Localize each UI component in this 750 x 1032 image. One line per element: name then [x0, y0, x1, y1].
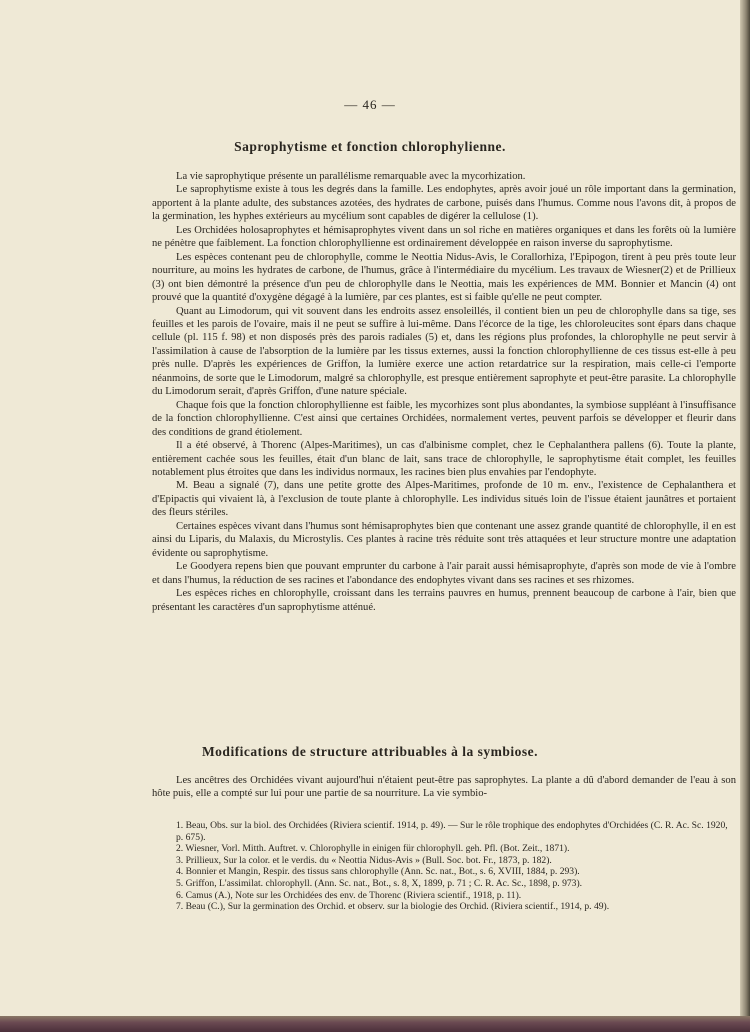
paragraph: Les ancêtres des Orchidées vivant aujourd'hui n'étaient peut-être pas saprophytes. La plante a dû d'abord demander de l'eau à son hôte puis, elle a compté sur lui pour une partie de sa nourriture. La vie symbio- [152, 775, 736, 800]
paragraph: Il a été observé, à Thorenc (Alpes-Maritimes), un cas d'albinisme complet, chez le Cephalanthera pallens (6). Toute la plante, entièrement cachée sous les feuilles, était d'un blanc de lait, sans trace de chlorophylle, le saprophytisme était complet, les feuilles notablement plus étroites que dans les individus normaux, les racines bien plus envahies par l'endophyte. [152, 440, 736, 478]
footnote: 6. Camus (A.), Note sur les Orchidées des env. de Thorenc (Riviera scientif., 1918, p. 11). [176, 889, 522, 901]
paragraph: La vie saprophytique présente un parallélisme remarquable avec la mycorhization. [176, 171, 526, 182]
paragraph: M. Beau a signalé (7), dans une petite grotte des Alpes-Maritimes, profonde de 10 m. env., l'existence de Cephalanthera et d'Epipactis qui vivaient là, à l'exclusion de toute plante à chlorophylle. Les individus situés loin de l'issue étaient jaunâtres et portaient des fleurs stériles. [152, 480, 736, 519]
page-number: — 46 — [344, 97, 396, 112]
footnote: 5. Griffon, L'assimilat. chlorophyll. (Ann. Sc. nat., Bot., s. 8, X, 1899, p. 71 ; C. R. Ac. Sc., 1898, p. 973). [176, 877, 583, 889]
paragraph: Les espèces contenant peu de chlorophylle, comme le Neottia Nidus-Avis, le Corallorhiza, l'Epipogon, tirent à peu près toute leur nourriture, au moins les hydrates de carbone, de l'humus, grâce à l'intermédiaire du mycélium. Les travaux de Wiesner(2) et de Prillieux (3) ont bien démontré la présence d'un peu de chlorophylle dans le Neottia, mais les expériences de MM. Bonnier et Mancin (4) ont prouvé que la quantité d'oxygène dégagé à la lumière, par ces plantes, est si faible qu'elle ne peut compter. [152, 251, 736, 304]
paragraph: Les Orchidées holosaprophytes et hémisaprophytes vivent dans un sol riche en matières organiques et dans les forêts où la lumière ne pénètre que faiblement. La fonction chlorophyllienne est ordinairement développée en raison inverse du saprophytisme. [152, 224, 736, 250]
footnote: 4. Bonnier et Mangin, Respir. des tissus sans chlorophylle (Ann. Sc. nat., Bot., s. 6, XVIII, 1884, p. 293). [176, 866, 580, 878]
paragraph: Certaines espèces vivant dans l'humus sont hémisaprophytes bien que contenant une assez grande quantité de chlorophylle, il en est ainsi du Liparis, du Malaxis, du Microstylis. Ces plantes à racine très réduite sont très attaquées et leur structure montre une adaptation évidente ou saprophytisme. [152, 520, 736, 559]
footnote: 1. Beau, Obs. sur la biol. des Orchidées (Riviera scientif. 1914, p. 49). — Sur le rôle trophique des endophytes d'Orchidées (C. R. Ac. Sc. 1920, p. 675). [176, 820, 728, 843]
section-title-saprophytisme: Saprophytisme et fonction chlorophylienne. [234, 139, 506, 154]
section-body-modifications [152, 774, 736, 801]
section-title-modifications: Modifications de structure attribuables à la symbiose. [201, 744, 539, 759]
footnotes [152, 820, 736, 913]
section-body-saprophytisme [152, 170, 736, 614]
paragraph: Chaque fois que la fonction chlorophyllienne est faible, les mycorhizes sont plus abondantes, la symbiose suppléant à l'insuffisance de la fonction chlorophyllienne. C'est ainsi que certaines Orchidées, normalement vertes, peuvent parfois se développer et fleurir dans des conditions de grand étiolement. [152, 399, 736, 438]
footnote: 7. Beau (C.), Sur la germination des Orchid. et observ. sur la biologie des Orchid. (Riviera scientif., 1914, p. 49). [176, 901, 610, 913]
paragraph: Le Goodyera repens bien que pouvant emprunter du carbone à l'air parait aussi hémisaprophyte, d'après son mode de vie à l'ombre et dans l'humus, la réduction de ses racines et l'abondance des endophytes vivant dans ses racines et ses rhizomes. [152, 561, 736, 586]
book-edge-right [740, 0, 750, 1032]
footnote: 2. Wiesner, Vorl. Mitth. Auftret. v. Chlorophylle in einigen für chlorophyll. geh. Pfl. (Bot. Zeit., 1871). [176, 843, 570, 855]
footnote: 3. Prillieux, Sur la color. et le verdis. du « Neottia Nidus-Avis » (Bull. Soc. bot. Fr., 1873, p. 182). [176, 854, 552, 866]
paragraph: Le saprophytisme existe à tous les degrés dans la famille. Les endophytes, après avoir joué un rôle important dans la germination, apportent à la plante adulte, des substances azotées, des hydrates de carbone, puisés dans l'humus. Comme nous l'avons dit, à propos de la germination, les hyphes extérieurs au mycélium sont capables de digérer la cellulose (1). [152, 184, 736, 223]
paragraph: Les espèces riches en chlorophylle, croissant dans les terrains pauvres en humus, prennent beaucoup de carbone à l'air, bien que présentant les caractères d'un saprophytisme atténué. [152, 588, 736, 613]
paragraph: Quant au Limodorum, qui vit souvent dans les endroits assez ensoleillés, il contient bien un peu de chlorophylle dans sa tige, ses feuilles et les parois de l'ovaire, mais il ne peut se suffire à lui-même. Dans l'écorce de la tige, les chloroleucites sont épars dans chaque cellule (pl. 115 f. 98) et non disposés près des parois radiales (5) et, dans les régions plus profondes, la chlorophylle ne peut servir à l'assimilation à cause de l'absorption de la lumière par les tissus externes, aussi la fonction chlorophyllienne de ces tissus est-elle à peu près nulle. D'après les expériences de Griffon, la lumière exerce une action retardatrice sur la respiration, mais celle-ci l'emporte néanmoins, de sorte que le Limodorum, malgré sa chlorophylle, est presque entièrement saprophyte et peut-être parasite. La chlorophylle du Limodorum serait, d'après Griffon, d'une nature spéciale. [152, 305, 736, 398]
book-edge-bottom [0, 1016, 750, 1032]
